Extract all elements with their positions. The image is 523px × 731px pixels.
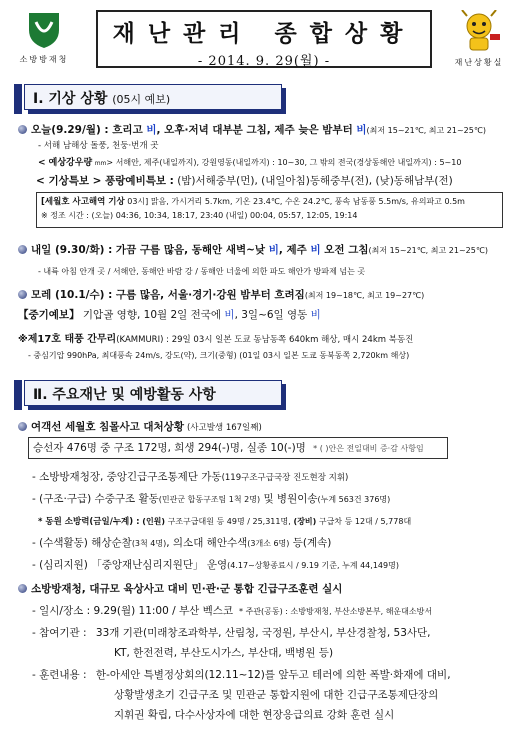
- tomorrow-temps: (최저 15~21℃, 최고 21~25℃): [368, 246, 488, 255]
- situation-room-caption: 재난상황실: [454, 58, 504, 67]
- drill-date-label: - 일시/장소 :: [32, 605, 91, 617]
- search-text: - (수색활동) 해상순찰: [32, 537, 132, 549]
- tomorrow-note: - 내륙 아침 안개 곳 / 서해안, 동해안 바람 강 / 동해안 너울에 의한 파도 해안가 방파제 넘는 곳: [38, 267, 366, 276]
- search-note2: (3개소 6명): [247, 539, 290, 548]
- mobil-personnel-label: (인원): [139, 517, 166, 526]
- mascot-icon: [454, 10, 504, 52]
- special-text: (밤)서해중부(먼), (내일아침)동해중부(전), (낮)동해남부(전): [173, 175, 453, 187]
- ferry-item-text: - 소방방재청장, 중앙긴급구조통제단 가동: [32, 471, 222, 483]
- drill-agencies: [32, 625, 431, 640]
- bullet-icon: [18, 422, 27, 431]
- ferry-stats: 승선자 476명 중 구조 172명, 희생 294(-)명, 실종 10(-)명: [33, 442, 306, 454]
- drill-title: 소방방재청, 대규모 육상사고 대비 민·관·군 통합 긴급구조훈련 실시: [31, 583, 343, 595]
- today-text-a: 흐리고: [108, 124, 147, 136]
- today-rain-areas: - 서해 남해상 돌풍, 천둥·번개 곳: [38, 141, 159, 151]
- typhoon-name: (KAMMURI): [116, 335, 164, 345]
- dayafter-text: 구름 많음, 서울·경기·강원 밤부터 흐려짐: [112, 289, 305, 301]
- ferry-item-text: - (구조·구급) 수중구조 활동: [32, 493, 159, 505]
- psych-text: - (심리지원) 「중앙재난심리지원단」 운영: [32, 559, 228, 571]
- drill-heading: [18, 581, 342, 596]
- tomorrow-text-c: 오전 그침: [320, 244, 369, 256]
- sewol-weather-box: [36, 192, 503, 228]
- midterm-forecast: [18, 307, 321, 322]
- drill-date-text: 9.29(월) 11:00 / 부산 벡스코: [90, 605, 234, 617]
- today-rain2: 비: [356, 124, 367, 136]
- sewol-text: 03시] 맑음, 가시거리 5.7km, 기온 23.4℃, 수온 24.2℃, 풍속 남동풍 5.5m/s, 유의파고 0.5m: [124, 197, 465, 206]
- psych-note: (4.17~상황종료시 / 9.19 기준, 누계 44,149명): [227, 561, 399, 570]
- mobil-label: * 동원 소방력(금일/누계) :: [38, 517, 140, 527]
- ferry-item-command: [32, 469, 348, 484]
- section-disaster-header: [14, 380, 284, 410]
- tomorrow-rain: 비: [268, 244, 279, 256]
- expected-rainfall: [38, 155, 461, 168]
- today-forecast: [18, 122, 486, 137]
- mobil-equip-label: (장비): [290, 517, 317, 526]
- ferry-item-note: (민관군 합동구조팀 1척 2명): [158, 495, 261, 504]
- ferry-title: 여객선 세월호 침몰사고 대처상황: [31, 421, 184, 433]
- bullet-icon: [18, 584, 27, 593]
- drill-content-cont: 상황발생초기 긴급구조 및 민관군 통합지원에 대한 긴급구조통제단장의: [114, 689, 439, 701]
- dayafter-forecast: [18, 287, 424, 302]
- drill-content-label: - 훈련내용 :: [32, 669, 87, 681]
- agency-caption: 소방방재청: [19, 55, 69, 64]
- typhoon-detail: - 중심기압 990hPa, 최대풍속 24m/s, 강도(약), 크기(중형) (01일 03시 일본 도쿄 동북동쪽 2,720km 해상): [28, 351, 410, 360]
- ferry-item-text2: 및 병원이송: [260, 493, 318, 505]
- drill-content: [32, 667, 451, 682]
- bullet-icon: [18, 290, 27, 299]
- shield-logo-icon: [26, 10, 62, 50]
- section-weather-header: [14, 84, 284, 114]
- page-title: 재난관리 종합상황: [112, 21, 416, 47]
- search-text3: 등(계속): [289, 537, 332, 549]
- psych-support: [32, 557, 399, 572]
- section-disaster-title: Ⅱ. 주요재난 및 예방활동 사항: [33, 387, 216, 403]
- section-weather-subtitle: (05시 예보): [112, 93, 171, 106]
- midterm-label: 【중기예보】: [18, 309, 80, 321]
- bullet-icon: [18, 245, 27, 254]
- search-note: (3척 4명): [131, 539, 167, 548]
- search-activity: [32, 535, 331, 550]
- ferry-item-note: (119구조구급국장 진도현장 지휘): [221, 473, 349, 483]
- today-text-b: , 오후·저녁 대부분 그침, 제주 늦은 밤부터: [156, 124, 357, 136]
- tomorrow-text-b: , 제주: [278, 244, 311, 256]
- today-rain: 비: [146, 124, 157, 136]
- expected-unit: mm: [94, 160, 107, 167]
- report-date: - 2014. 9. 29(월) -: [197, 54, 331, 69]
- midterm-rain: 비: [224, 309, 235, 321]
- ferry-item-rescue: [32, 491, 390, 506]
- weather-special-report: [36, 173, 453, 188]
- search-text2: , 의소대 해안수색: [166, 537, 248, 549]
- drill-agencies-label: - 참여기관 :: [32, 627, 87, 639]
- dayafter-label: 모레 (10.1/수) :: [31, 289, 113, 301]
- mobil-personnel: 구조구급대원 등 49명 / 25,311명,: [165, 517, 291, 526]
- mobilized-resources: [38, 515, 411, 527]
- mascot-logo: [446, 10, 512, 68]
- tomorrow-forecast: [18, 242, 488, 257]
- expected-text: > 서해안, 제주(내일까지), 강원영동(내일까지) : 10~30, 그 밖의 전국(경상동해안 내일까지) : 5~10: [106, 158, 462, 167]
- tomorrow-text-a: 가끔 구름 많음, 동해안 새벽~낮: [112, 244, 269, 256]
- drill-content-text: 한-아세안 특별정상회의(12.11~12)를 앞두고 테러에 의한 폭발·화재에 대비,: [95, 669, 451, 681]
- drill-date: [32, 603, 432, 618]
- midterm-rain2: 비: [310, 309, 321, 321]
- drill-agencies-cont: KT, 한전전력, 부산도시가스, 부산대, 백병원 등): [114, 647, 334, 659]
- agency-logo: [14, 8, 74, 68]
- drill-agencies-text: 33개 기관(미래창조과학부, 산림청, 국정원, 부산시, 부산경찰청, 53사단,: [95, 627, 431, 639]
- expected-label: < 예상강우량: [38, 158, 93, 168]
- ferry-item-note2: (누계 563건 376명): [317, 495, 391, 504]
- sewol-weather: [41, 195, 498, 207]
- drill-date-note: * 주관(공동) : 소방방재청, 부산소방본부, 해운대소방서: [239, 607, 433, 616]
- today-label: 오늘(9.29/월) :: [31, 124, 109, 136]
- typhoon-label: ※제17호 태풍 간무리: [18, 334, 117, 345]
- tide-times: ※ 정조 시간 : (오늘) 04:36, 10:34, 18:17, 23:40 (내일) 00:04, 05:57, 12:05, 19:14: [41, 211, 358, 220]
- sewol-label: [세월호 사고해역 기상: [41, 197, 125, 207]
- bullet-icon: [18, 125, 27, 134]
- section-weather-title: Ⅰ. 기상 상황: [33, 91, 108, 107]
- mobil-equip: 구급차 등 12대 / 5,778대: [316, 517, 412, 526]
- typhoon-text: : 29일 03시 일본 도쿄 동남동쪽 640km 해상, 매시 24km 북동진: [163, 335, 414, 345]
- ferry-heading: [18, 419, 262, 434]
- midterm-text-a: 기압골 영향, 10월 2일 전국에: [79, 309, 225, 321]
- ferry-day-count: (사고발생 167일째): [186, 423, 262, 433]
- typhoon-info: [18, 330, 413, 345]
- special-label: < 기상특보 > 풍랑예비특보 :: [36, 175, 174, 187]
- drill-content-cont2: 지휘권 확립, 다수사상자에 대한 현장응급의료 강화 훈련 실시: [114, 709, 395, 721]
- ferry-stats-box: [28, 437, 448, 459]
- tomorrow-label: 내일 (9.30/화) :: [31, 244, 113, 256]
- tomorrow-rain2: 비: [310, 244, 321, 256]
- dayafter-temps: (최저 19~18℃, 최고 19~27℃): [304, 291, 425, 300]
- midterm-text-b: , 3일~6일 영동: [234, 309, 311, 321]
- ferry-stats-note: * ( )안은 전일대비 증·감 사항임: [313, 444, 424, 453]
- today-temps: (최저 15~21℃, 최고 21~25℃): [366, 126, 486, 135]
- report-title-box: [96, 10, 432, 68]
